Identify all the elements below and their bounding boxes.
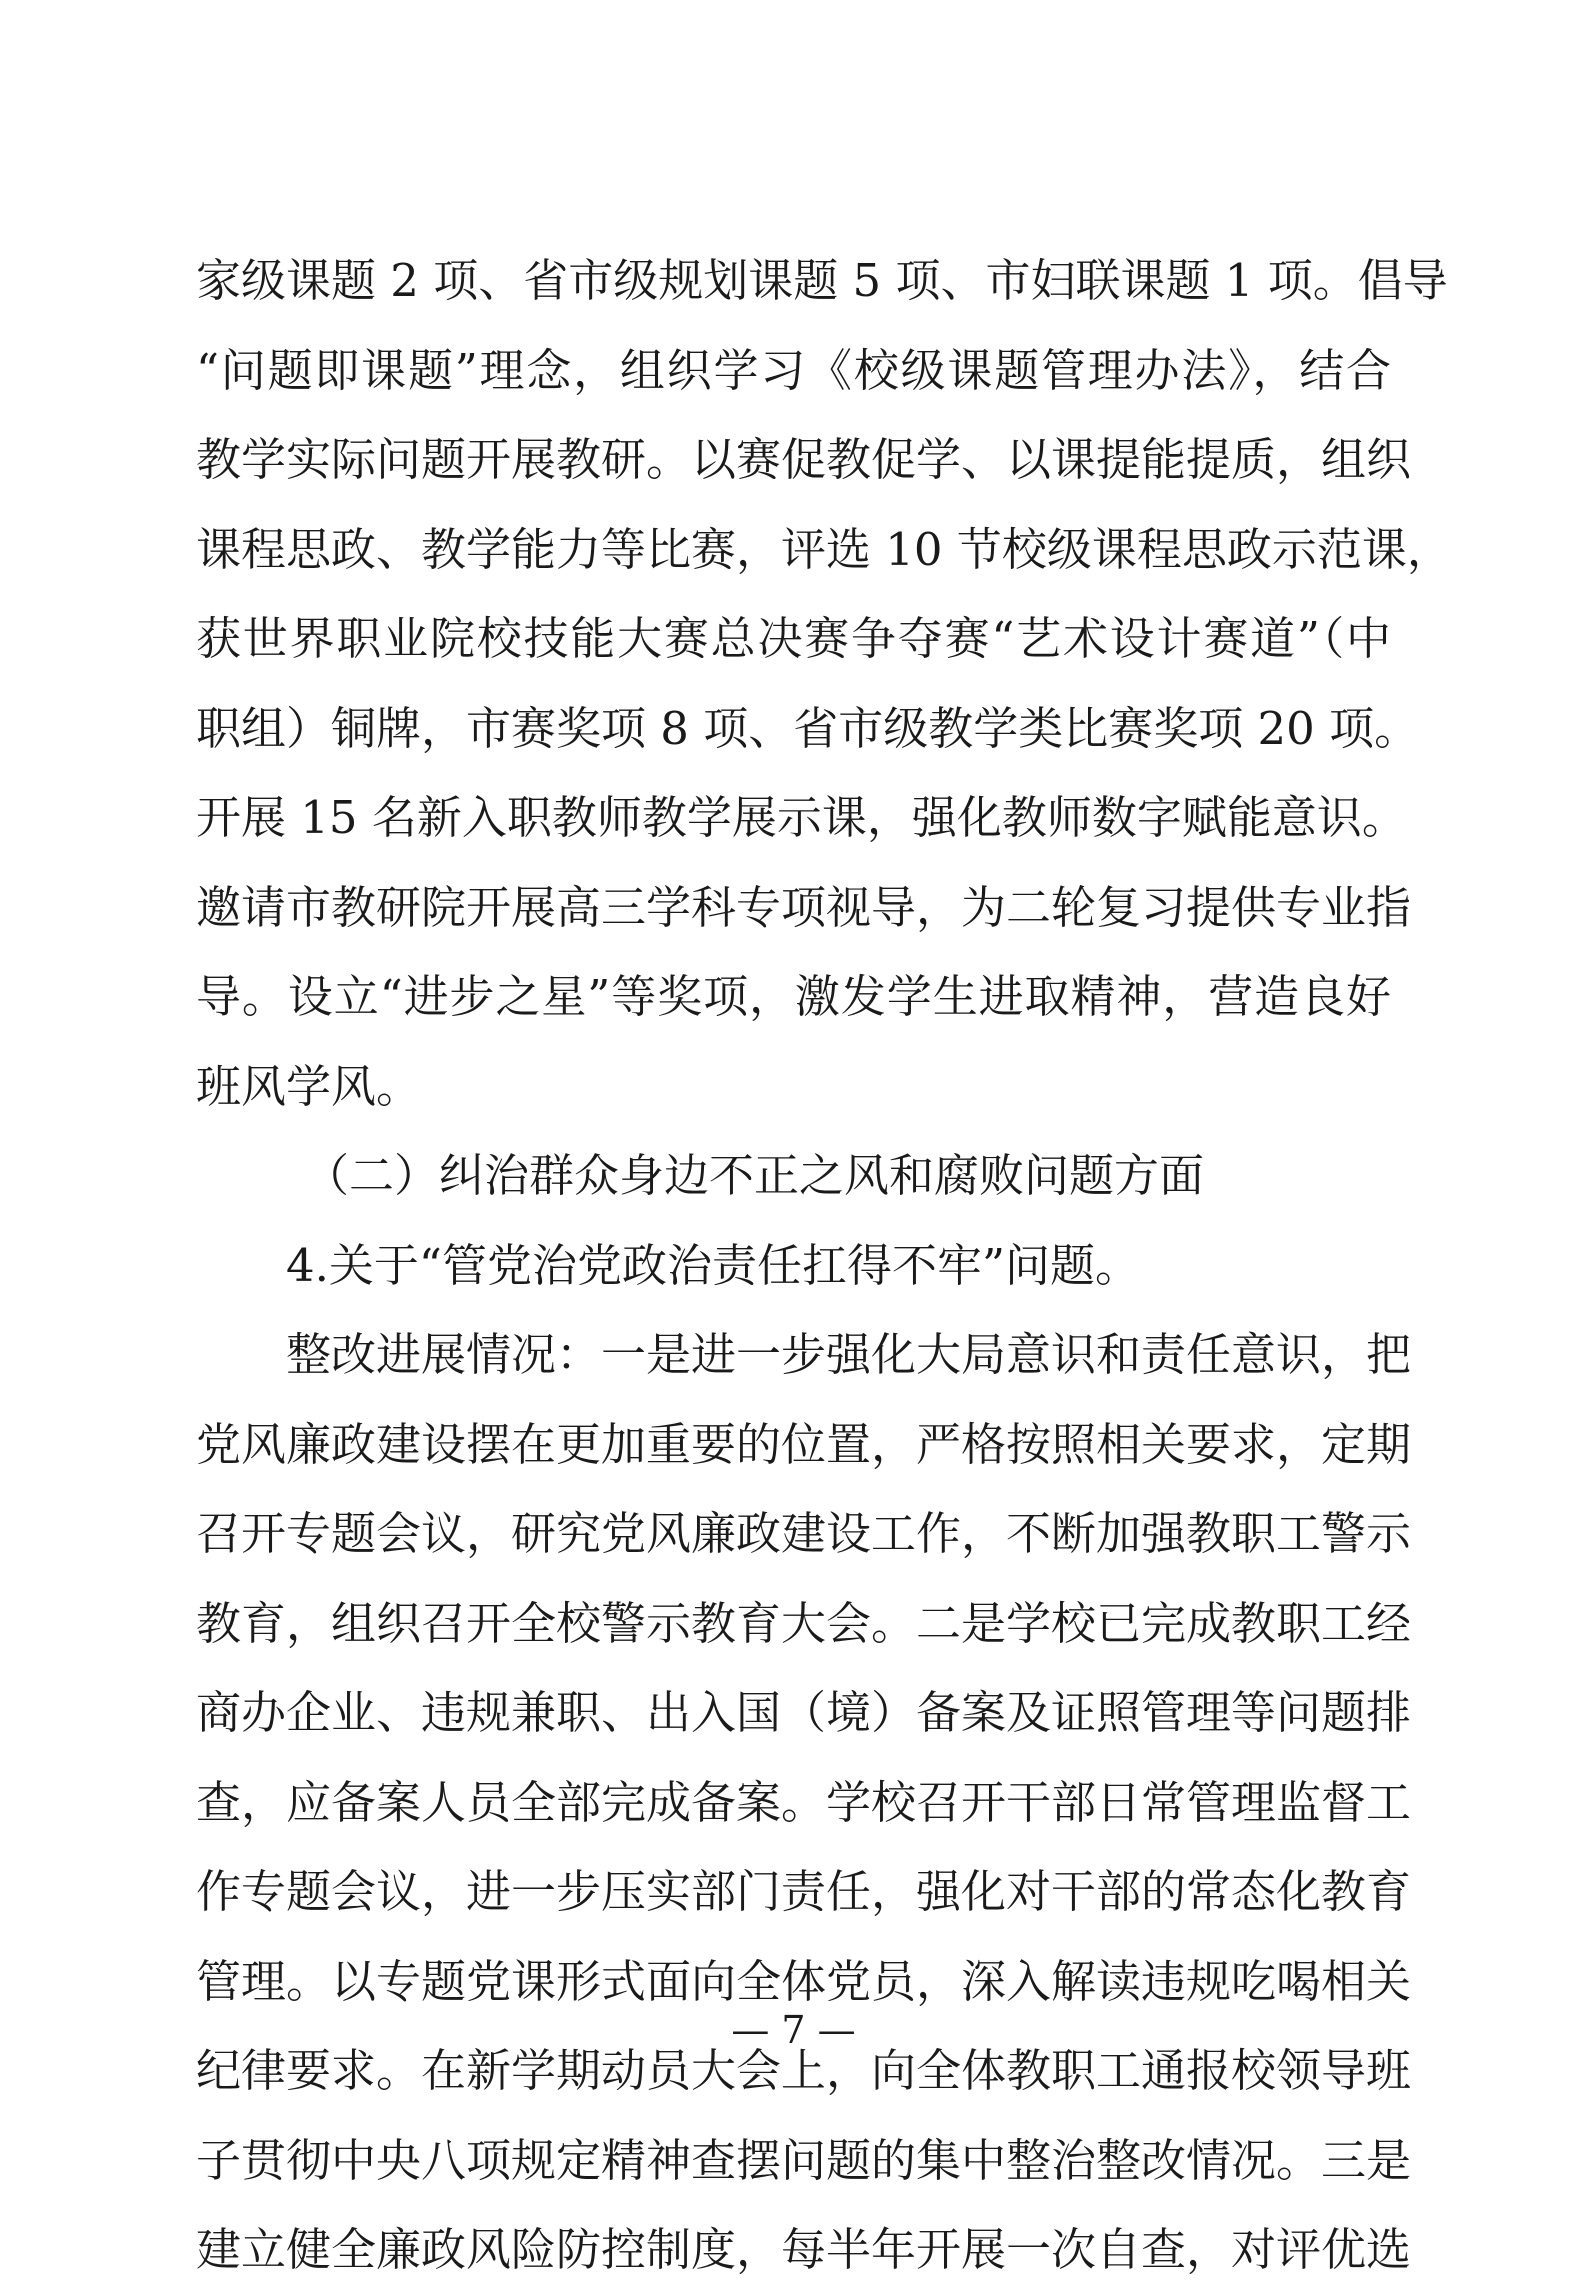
- text-line: 职组）铜牌，市赛奖项 8 项、省市级教学类比赛奖项 20 项。: [196, 701, 1420, 755]
- text-line: 开展 15 名新入职教师教学展示课，强化教师数字赋能意识。: [196, 791, 1407, 844]
- text-line: 党风廉政建设摆在更加重要的位置，严格按照相关要求，定期: [196, 1417, 1412, 1471]
- text-line: 整改进展情况：一是进一步强化大局意识和责任意识，把: [286, 1328, 1412, 1381]
- text-line: 家级课题 2 项、省市级规划课题 5 项、市妇联课题 1 项。倡导: [196, 254, 1448, 307]
- text-line: 子贯彻中央八项规定精神查摆问题的集中整治整改情况。三是: [196, 2133, 1412, 2187]
- text-line: “问题即课题”理念，组织学习《校级课题管理办法》，结合: [196, 343, 1391, 397]
- text-line: 教学实际问题开展教研。以赛促教促学、以课提能提质，组织: [196, 433, 1412, 486]
- text-line: 商办企业、违规兼职、出入国（境）备案及证照管理等问题排: [196, 1686, 1412, 1739]
- text-line: 管理。以专题党课形式面向全体党员，深入解读违规吃喝相关: [196, 1954, 1412, 2008]
- text-line: 邀请市教研院开展高三学科专项视导，为二轮复习提供专业指: [196, 880, 1412, 934]
- text-line: 纪律要求。在新学期动员大会上，向全体教职工通报校领导班: [196, 2044, 1412, 2097]
- text-line: 课程思政、教学能力等比赛，评选 10 节校级课程思政示范课，: [196, 522, 1452, 576]
- section-heading: （二）纠治群众身边不正之风和腐败问题方面: [304, 1149, 1205, 1202]
- text-line: 建立健全廉政风险防控制度，每半年开展一次自查，对评优选: [196, 2223, 1412, 2276]
- text-line: 作专题会议，进一步压实部门责任，强化对干部的常态化教育: [196, 1865, 1412, 1918]
- text-line: 召开专题会议，研究党风廉政建设工作，不断加强教职工警示: [196, 1507, 1412, 1560]
- text-line: 导。设立“进步之星”等奖项，激发学生进取精神，营造良好: [196, 970, 1391, 1023]
- text-line: 查，应备案人员全部完成备案。学校召开干部日常管理监督工: [196, 1775, 1412, 1829]
- page-number: — 7 —: [731, 2008, 856, 2052]
- body-text: [196, 236, 1452, 2295]
- text-line: 获世界职业院校技能大赛总决赛争夺赛“艺术设计赛道”（中: [196, 612, 1391, 665]
- issue-title: 4.关于“管党治党政治责任扛得不牢”问题。: [286, 1238, 1140, 1292]
- text-line: 班风学风。: [196, 1059, 422, 1113]
- text-line: 教育，组织召开全校警示教育大会。二是学校已完成教职工经: [196, 1596, 1412, 1650]
